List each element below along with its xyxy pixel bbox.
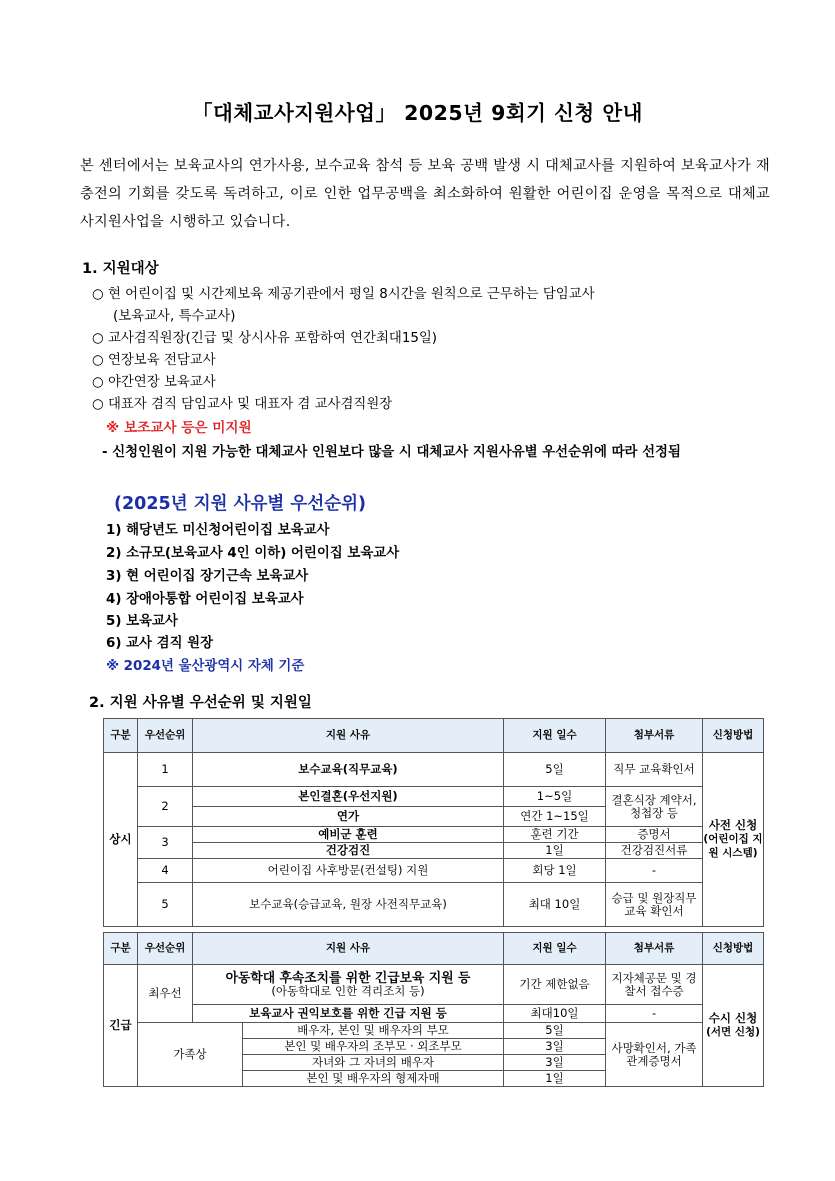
category-cell: 상시 (104, 753, 138, 927)
days-cell: 5일 (504, 753, 606, 787)
days-cell: 훈련 기간 (504, 827, 606, 843)
header-rank: 우선순위 (138, 719, 193, 753)
reason-cell: 보수교육(직무교육) (193, 753, 504, 787)
priority-item: 6) 교사 겸직 원장 (106, 636, 214, 651)
days-cell: 최대10일 (504, 1005, 606, 1023)
header-rank: 우선순위 (138, 933, 193, 965)
header-method: 신청방법 (703, 719, 764, 753)
method-main: 수시 신청 (708, 1011, 758, 1025)
reason-cell: 본인 및 배우자의 조부모 · 외조부모 (243, 1039, 504, 1055)
rank-cell: 가족상 (138, 1023, 243, 1087)
docs-cell: - (606, 859, 703, 883)
reason-cell: 보수교육(승급교육, 원장 사전직무교육) (193, 883, 504, 927)
page-title: 「대체교사지원사업」 2025년 9회기 신청 안내 (192, 101, 643, 125)
target-item: ○ 연장보육 전담교사 (92, 353, 216, 368)
rank-cell: 4 (138, 859, 193, 883)
docs-cell: 증명서 (606, 827, 703, 843)
header-reason: 지원 사유 (193, 933, 504, 965)
header-method: 신청방법 (703, 933, 764, 965)
category-cell: 긴급 (104, 965, 138, 1087)
selection-note: - 신청인원이 지원 가능한 대체교사 인원보다 많을 시 대체교사 지원사유별 우선순위에 따라 선정됨 (102, 445, 681, 460)
rank-cell: 3 (138, 827, 193, 859)
method-sub: (서면 신청) (706, 1026, 760, 1038)
method-cell (703, 965, 764, 1087)
days-cell: 연간 1~15일 (504, 807, 606, 827)
table-row (104, 883, 764, 927)
regular-support-table (103, 718, 764, 927)
table-row (104, 965, 764, 1005)
table-row (104, 843, 764, 859)
docs-cell: 결혼식장 계약서, 청첩장 등 (606, 787, 703, 827)
target-item: ○ 대표자 겸직 담임교사 및 대표자 겸 교사겸직원장 (92, 397, 393, 412)
docs-cell: 건강검진서류 (606, 843, 703, 859)
table-row (104, 787, 764, 807)
days-cell: 1~5일 (504, 787, 606, 807)
reason-sub: (아동학대로 인한 격리조치 등) (271, 983, 425, 998)
days-cell: 3일 (504, 1055, 606, 1071)
target-item: ○ 현 어린이집 및 시간제보육 제공기관에서 평일 8시간을 원칙으로 근무하는 담임교사 (92, 287, 595, 302)
header-days: 지원 일수 (504, 719, 606, 753)
priority-title: (2025년 지원 사유별 우선순위) (114, 494, 367, 514)
days-cell: 1일 (504, 843, 606, 859)
header-docs: 첨부서류 (606, 719, 703, 753)
target-item: (보육교사, 특수교사) (113, 309, 236, 324)
header-reason: 지원 사유 (193, 719, 504, 753)
docs-cell: 직무 교육확인서 (606, 753, 703, 787)
reason-cell: 건강검진 (193, 843, 504, 859)
emergency-support-table (103, 932, 764, 1087)
reason-cell: 자녀와 그 자녀의 배우자 (243, 1055, 504, 1071)
docs-cell: 승급 및 원장직무교육 확인서 (606, 883, 703, 927)
reason-cell: 보육교사 권익보호를 위한 긴급 지원 등 (193, 1005, 504, 1023)
priority-item: 3) 현 어린이집 장기근속 보육교사 (106, 569, 309, 584)
docs-cell: 지자체공문 및 경찰서 접수증 (606, 965, 703, 1005)
days-cell: 5일 (504, 1023, 606, 1039)
header-category: 구분 (104, 719, 138, 753)
header-days: 지원 일수 (504, 933, 606, 965)
intro-paragraph: 본 센터에서는 보육교사의 연가사용, 보수교육 참석 등 보육 공백 발생 시 대체교사를 지원하여 보육교사가 재충전의 기회를 갖도록 독려하고, 이로 인한 업무공백을 최소화하여 원활한 어린이집 운영을 목적으로 대체교사지원사업을 시행하고 있습니다. (80, 158, 770, 230)
priority-item: 1) 해당년도 미신청어린이집 보육교사 (106, 523, 330, 538)
days-cell: 회당 1일 (504, 859, 606, 883)
method-cell (703, 753, 764, 927)
section2-heading: 2. 지원 사유별 우선순위 및 지원일 (89, 695, 312, 711)
docs-cell: - (606, 1005, 703, 1023)
target-item: ○ 야간연장 보육교사 (92, 375, 216, 390)
reason-cell: 본인 및 배우자의 형제자매 (243, 1071, 504, 1087)
docs-cell: 사망확인서, 가족관계증명서 (606, 1023, 703, 1087)
header-docs: 첨부서류 (606, 933, 703, 965)
table-row (104, 827, 764, 843)
reason-cell: 배우자, 본인 및 배우자의 부모 (243, 1023, 504, 1039)
rank-cell: 5 (138, 883, 193, 927)
days-cell: 기간 제한없음 (504, 965, 606, 1005)
section1-heading: 1. 지원대상 (82, 261, 159, 277)
table-row (104, 753, 764, 787)
rank-cell: 1 (138, 753, 193, 787)
reason-cell: 연가 (193, 807, 504, 827)
days-cell: 1일 (504, 1071, 606, 1087)
reason-main: 아동학대 후속조치를 위한 긴급보육 지원 등 (225, 970, 471, 986)
target-item: ○ 교사겸직원장(긴급 및 상시사유 포함하여 연간최대15일) (92, 331, 438, 346)
reason-cell: 어린이집 사후방문(컨설팅) 지원 (193, 859, 504, 883)
priority-item: 2) 소규모(보육교사 4인 이하) 어린이집 보육교사 (106, 546, 400, 561)
table-row (104, 1023, 764, 1039)
days-cell: 3일 (504, 1039, 606, 1055)
reason-cell: 예비군 훈련 (193, 827, 504, 843)
rank-cell: 최우선 (138, 965, 193, 1023)
header-category: 구분 (104, 933, 138, 965)
table-row (104, 859, 764, 883)
method-main: 사전 신청 (708, 818, 758, 832)
days-cell: 최대 10일 (504, 883, 606, 927)
method-sub: (어린이집 지원 시스템) (703, 833, 763, 859)
red-note: ※ 보조교사 등은 미지원 (106, 420, 252, 436)
reason-cell (193, 965, 504, 1005)
rank-cell: 2 (138, 787, 193, 827)
priority-note: ※ 2024년 울산광역시 자체 기준 (106, 659, 305, 674)
priority-item: 5) 보육교사 (106, 614, 178, 629)
reason-cell: 본인결혼(우선지원) (193, 787, 504, 807)
priority-item: 4) 장애아통합 어린이집 보육교사 (106, 592, 304, 607)
table-row (104, 1005, 764, 1023)
